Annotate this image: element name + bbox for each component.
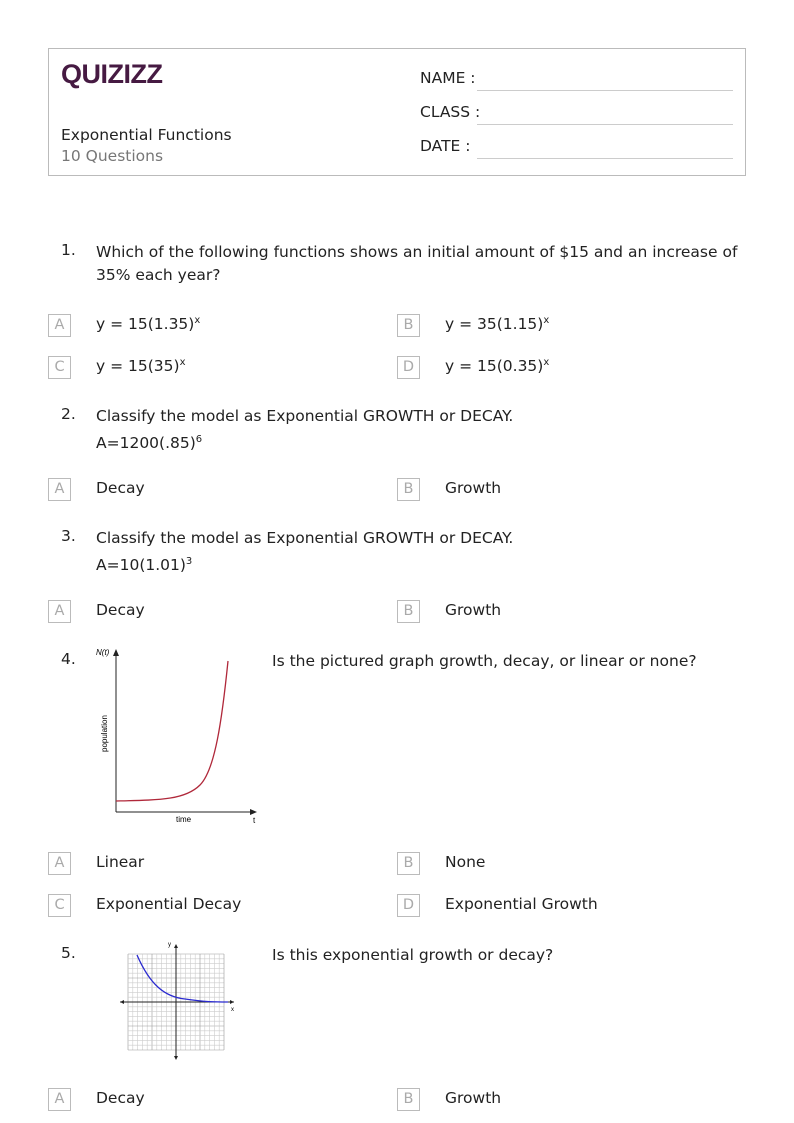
x-label: t (253, 816, 256, 825)
worksheet-title: Exponential Functions (61, 126, 232, 144)
option-text[interactable]: Decay (96, 601, 145, 619)
option-letter[interactable]: B (397, 1088, 420, 1111)
option-letter[interactable]: D (397, 894, 420, 917)
option-exponent: x (179, 357, 186, 368)
option-text[interactable] (96, 357, 185, 375)
question-number: 3. (61, 527, 76, 545)
option-text[interactable]: Linear (96, 853, 145, 871)
y-axis-arrow-up (174, 944, 178, 948)
class-field[interactable] (477, 123, 733, 125)
question-number: 4. (61, 650, 76, 668)
option-letter[interactable]: C (48, 894, 71, 917)
option-exponent: x (543, 357, 550, 368)
option-formula: y = 15(1.35) (96, 315, 195, 334)
option-text[interactable]: Decay (96, 479, 145, 497)
option-exponent: x (194, 315, 201, 326)
option-text[interactable] (445, 315, 549, 333)
option-formula: y = 15(35) (96, 357, 180, 376)
quizizz-logo: QUIZIZZ (61, 59, 163, 89)
growth-curve (116, 661, 228, 801)
formula-exponent: 6 (195, 434, 203, 445)
question-formula (96, 550, 746, 577)
option-letter[interactable]: B (397, 314, 420, 337)
class-label: CLASS : (420, 103, 481, 121)
x-axis-arrow (250, 809, 257, 815)
name-field[interactable] (477, 89, 733, 91)
question-number: 1. (61, 241, 76, 259)
option-exponent: x (543, 315, 550, 326)
option-text[interactable]: Exponential Growth (445, 895, 598, 913)
option-letter[interactable]: B (397, 852, 420, 875)
x-axis-arrow-right (230, 1000, 234, 1004)
option-text[interactable]: Growth (445, 479, 502, 497)
y-axis-arrow-down (174, 1056, 178, 1060)
y-axis-title: population (100, 715, 109, 752)
option-text[interactable]: Growth (445, 1089, 502, 1107)
question-text: Classify the model as Exponential GROWTH or DECAY. (96, 529, 514, 547)
option-letter[interactable]: C (48, 356, 71, 379)
formula-base: A=1200(.85) (96, 434, 196, 453)
growth-graph (90, 640, 270, 830)
date-label: DATE : (420, 137, 471, 155)
option-text[interactable]: Growth (445, 601, 502, 619)
option-letter[interactable]: A (48, 852, 71, 875)
decay-graph (110, 935, 245, 1065)
worksheet-header (48, 48, 746, 176)
x-axis-title: time (176, 815, 192, 824)
option-text[interactable]: Decay (96, 1089, 145, 1107)
question-text: Is the pictured graph growth, decay, or linear or none? (272, 652, 697, 670)
question-formula (96, 428, 746, 455)
formula-exponent: 3 (185, 556, 193, 567)
option-letter[interactable]: A (48, 478, 71, 501)
y-label: N(t) (96, 648, 110, 657)
formula-base: A=10(1.01) (96, 556, 186, 575)
x-axis-arrow-left (120, 1000, 124, 1004)
option-formula: y = 35(1.15) (445, 315, 544, 334)
option-letter[interactable]: D (397, 356, 420, 379)
question-count: 10 Questions (61, 147, 164, 165)
x-label: x (231, 1007, 234, 1013)
question-text: Is this exponential growth or decay? (272, 946, 554, 964)
option-text[interactable] (445, 357, 549, 375)
date-field[interactable] (477, 157, 733, 159)
y-label: y (168, 942, 171, 948)
option-letter[interactable]: B (397, 600, 420, 623)
option-formula: y = 15(0.35) (445, 357, 544, 376)
question-number: 2. (61, 405, 76, 423)
option-letter[interactable]: A (48, 1088, 71, 1111)
name-label: NAME : (420, 69, 476, 87)
question-text: Classify the model as Exponential GROWTH or DECAY. (96, 407, 514, 425)
option-text[interactable]: None (445, 853, 486, 871)
option-letter[interactable]: A (48, 314, 71, 337)
option-letter[interactable]: B (397, 478, 420, 501)
option-text[interactable] (96, 315, 200, 333)
y-axis-arrow (113, 649, 119, 656)
question-text: Which of the following functions shows an initial amount of $15 and an increase of 35% each year? (96, 243, 738, 284)
question-number: 5. (61, 944, 76, 962)
option-letter[interactable]: A (48, 600, 71, 623)
option-text[interactable]: Exponential Decay (96, 895, 242, 913)
